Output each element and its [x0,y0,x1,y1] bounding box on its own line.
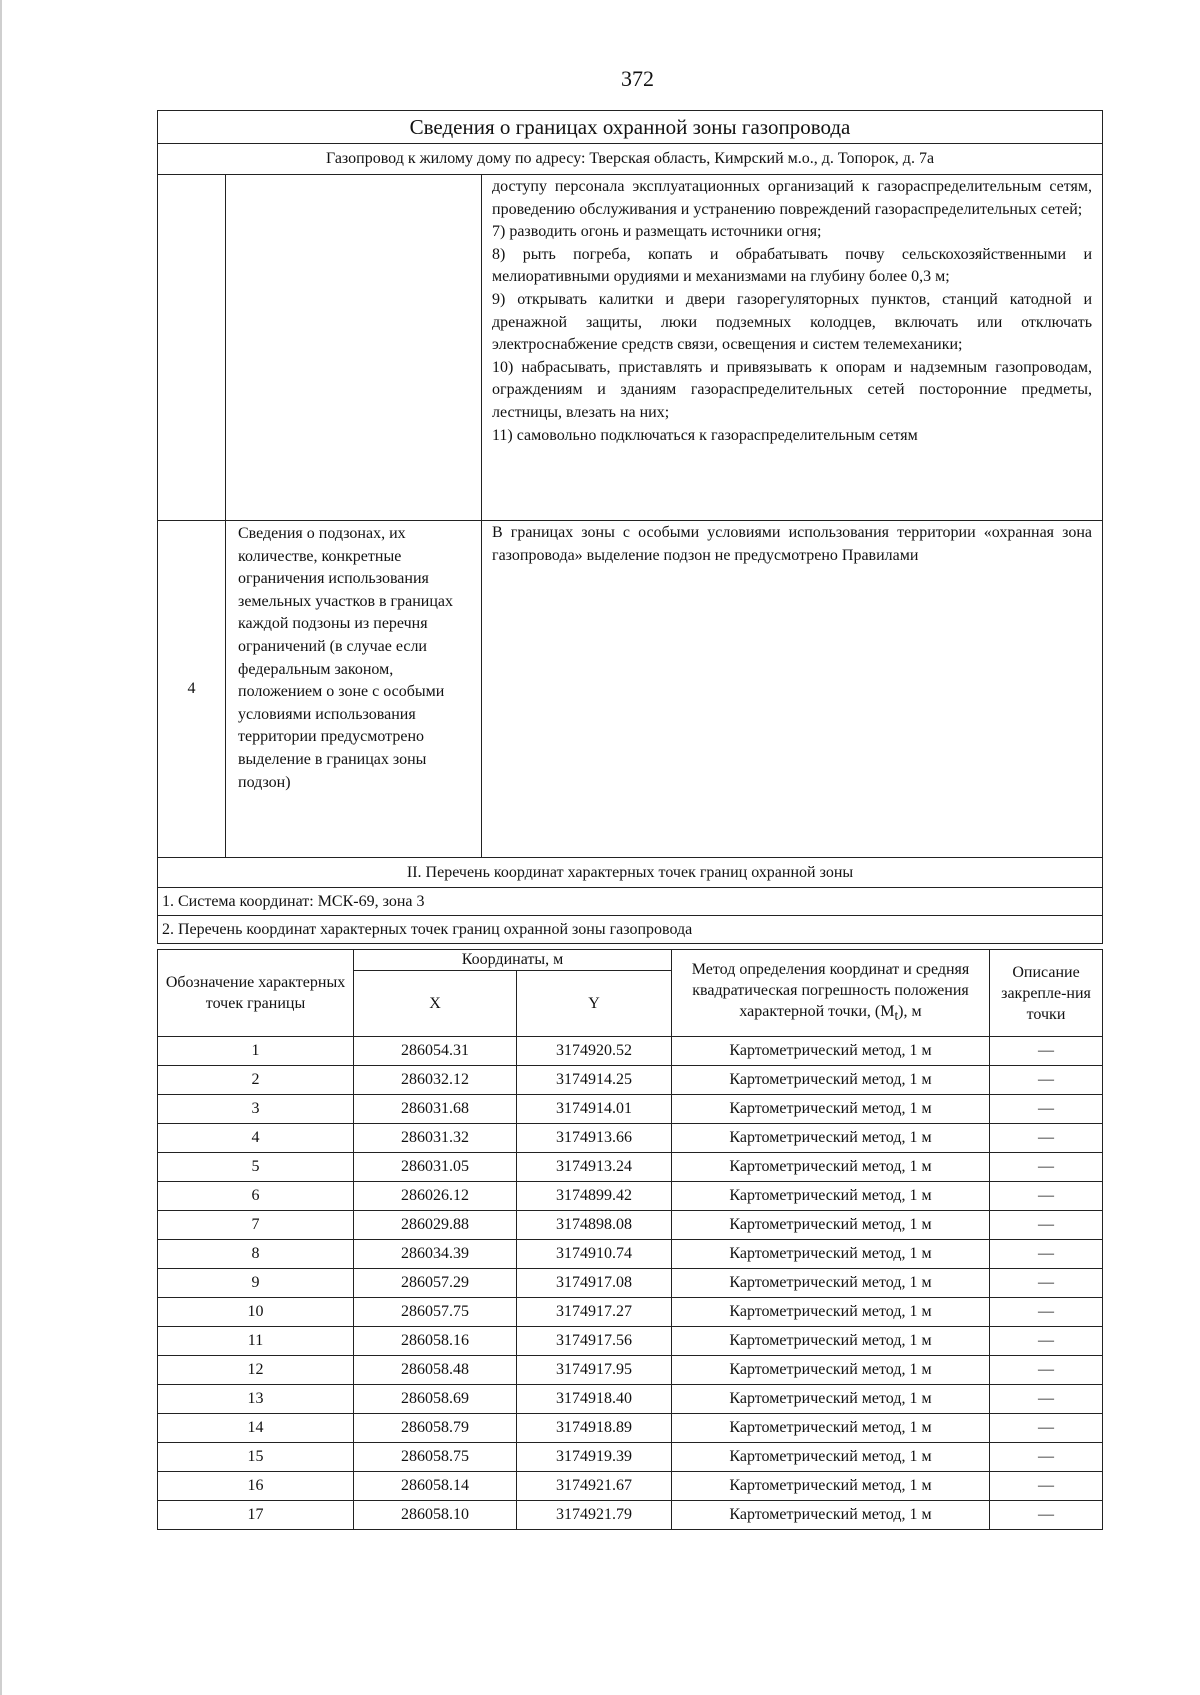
x-value: 286058.14 [354,1472,517,1501]
point-number: 1 [158,1037,354,1066]
description-value: — [990,1472,1103,1501]
y-value: 3174910.74 [517,1240,672,1269]
method-value: Картометрический метод, 1 м [672,1356,990,1385]
point-number: 5 [158,1153,354,1182]
empty-name-cell [226,175,482,521]
y-value: 3174917.56 [517,1327,672,1356]
point-number: 12 [158,1356,354,1385]
empty-number-cell [158,175,226,521]
y-value: 3174913.24 [517,1153,672,1182]
y-value: 3174913.66 [517,1124,672,1153]
description-value: — [990,1443,1103,1472]
y-value: 3174917.08 [517,1269,672,1298]
point-number: 15 [158,1443,354,1472]
y-value: 3174920.52 [517,1037,672,1066]
method-value: Картометрический метод, 1 м [672,1472,990,1501]
row-name: Сведения о подзонах, их количестве, конкретные ограничения использования земельных участков в границах каждой подзоны из перечня ограничений (в случае если федеральным законом, положением о зоне с особыми условиями использования территории предусмотрено выделение в границах зоны подзон) [226,521,482,858]
description-value: — [990,1037,1103,1066]
x-value: 286057.75 [354,1298,517,1327]
x-value: 286058.75 [354,1443,517,1472]
y-value: 3174917.95 [517,1356,672,1385]
description-value: — [990,1211,1103,1240]
method-value: Картометрический метод, 1 м [672,1501,990,1530]
x-value: 286031.68 [354,1095,517,1124]
table-row [158,1211,1103,1240]
description-value: — [990,1124,1103,1153]
description-value: — [990,1182,1103,1211]
method-value: Картометрический метод, 1 м [672,1414,990,1443]
method-value: Картометрический метод, 1 м [672,1124,990,1153]
point-number: 10 [158,1298,354,1327]
table-row [158,1240,1103,1269]
point-number: 13 [158,1385,354,1414]
point-number: 16 [158,1472,354,1501]
row-text: В границах зоны с особыми условиями использования территории «охранная зона газопровода» выделение подзон не предусмотрено Правилами [482,521,1103,858]
table-row [158,1269,1103,1298]
coordinates-table [157,949,1103,1530]
method-value: Картометрический метод, 1 м [672,1385,990,1414]
table-row [158,1037,1103,1066]
restriction-line: 7) разводить огонь и размещать источники огня; [492,223,822,241]
method-value: Картометрический метод, 1 м [672,1037,990,1066]
row-number: 4 [158,521,226,858]
header-y: Y [517,971,672,1037]
point-number: 14 [158,1414,354,1443]
method-value: Картометрический метод, 1 м [672,1240,990,1269]
y-value: 3174921.67 [517,1472,672,1501]
document-title: Сведения о границах охранной зоны газопровода [158,111,1103,144]
table-row [158,1066,1103,1095]
y-value: 3174917.27 [517,1298,672,1327]
description-value: — [990,1414,1103,1443]
x-value: 286031.32 [354,1124,517,1153]
restrictions-text-cell [482,175,1103,521]
description-value: — [990,1153,1103,1182]
header-point: Обозначение характерных точек границы [158,950,354,1037]
y-value: 3174899.42 [517,1182,672,1211]
coordinate-system: 1. Система координат: МСК-69, зона 3 [158,888,1103,916]
point-number: 17 [158,1501,354,1530]
coordinate-list-title: 2. Перечень координат характерных точек границ охранной зоны газопровода [158,916,1103,944]
y-value: 3174918.40 [517,1385,672,1414]
x-value: 286031.05 [354,1153,517,1182]
restriction-line: 8) рыть погреба, копать и обрабатывать почву сельскохозяйственными и мелиоративными орудиями и механизмами на глубину более 0,3 м; [492,245,1093,286]
point-number: 7 [158,1211,354,1240]
y-value: 3174918.89 [517,1414,672,1443]
method-value: Картометрический метод, 1 м [672,1298,990,1327]
description-value: — [990,1298,1103,1327]
table-row [158,1414,1103,1443]
x-value: 286058.69 [354,1385,517,1414]
x-value: 286029.88 [354,1211,517,1240]
x-value: 286058.16 [354,1327,517,1356]
header-method-text: Метод определения координат и средняя квадратическая погрешность положения характерной точки, (M [691,961,970,1021]
description-value: — [990,1356,1103,1385]
table-row [158,1501,1103,1530]
y-value: 3174921.79 [517,1501,672,1530]
method-value: Картометрический метод, 1 м [672,1443,990,1472]
method-value: Картометрический метод, 1 м [672,1211,990,1240]
y-value: 3174898.08 [517,1211,672,1240]
table-row [158,1443,1103,1472]
point-number: 6 [158,1182,354,1211]
point-number: 2 [158,1066,354,1095]
zone-info-table [157,110,1103,944]
x-value: 286057.29 [354,1269,517,1298]
point-number: 8 [158,1240,354,1269]
table-row [158,1327,1103,1356]
point-number: 11 [158,1327,354,1356]
point-number: 4 [158,1124,354,1153]
table-row [158,1095,1103,1124]
description-value: — [990,1240,1103,1269]
header-coordinates: Координаты, м [354,950,672,971]
description-value: — [990,1501,1103,1530]
description-value: — [990,1066,1103,1095]
y-value: 3174914.01 [517,1095,672,1124]
x-value: 286054.31 [354,1037,517,1066]
y-value: 3174914.25 [517,1066,672,1095]
description-value: — [990,1327,1103,1356]
table-row-4 [158,521,1103,858]
x-value: 286026.12 [354,1182,517,1211]
x-value: 286058.10 [354,1501,517,1530]
table-row [158,1472,1103,1501]
header-method [672,950,990,1037]
section-title: II. Перечень координат характерных точек границ охранной зоны [158,858,1103,888]
method-value: Картометрический метод, 1 м [672,1269,990,1298]
x-value: 286058.48 [354,1356,517,1385]
point-number: 3 [158,1095,354,1124]
x-value: 286058.79 [354,1414,517,1443]
method-value: Картометрический метод, 1 м [672,1182,990,1211]
header-description: Описание закрепле-ния точки [990,950,1103,1037]
method-value: Картометрический метод, 1 м [672,1153,990,1182]
document-subtitle: Газопровод к жилому дому по адресу: Тверская область, Кимрский м.о., д. Топорок, д. 7а [158,144,1103,175]
page-number: 372 [621,66,654,91]
header-method-subscript: t [894,1008,899,1024]
method-value: Картометрический метод, 1 м [672,1066,990,1095]
table-row-continued [158,175,1103,521]
table-row [158,1182,1103,1211]
point-number: 9 [158,1269,354,1298]
description-value: — [990,1385,1103,1414]
table-row [158,1356,1103,1385]
x-value: 286034.39 [354,1240,517,1269]
table-row [158,1385,1103,1414]
method-value: Картометрический метод, 1 м [672,1095,990,1124]
restriction-line: 11) самовольно подключаться к газораспределительным сетям [492,426,918,444]
restriction-line: доступу персонала эксплуатационных организаций к газораспределительным сетям, проведению обслуживания и устранению повреждений газораспределительных сетей; [492,178,1093,218]
restriction-line: 9) открывать калитки и двери газорегуляторных пунктов, станций катодной и дренажной защиты, люки подземных колодцев, включать или отключать электроснабжение средств связи, освещения и систем телемеханики; [492,290,1093,354]
table-row [158,1298,1103,1327]
description-value: — [990,1269,1103,1298]
description-value: — [990,1095,1103,1124]
header-x: X [354,971,517,1037]
x-value: 286032.12 [354,1066,517,1095]
restriction-line: 10) набрасывать, приставлять и привязывать к опорам и надземным газопроводам, ограждениям и зданиям газораспределительных сетей посторонние предметы, лестницы, влезать на них; [492,358,1093,421]
method-value: Картометрический метод, 1 м [672,1327,990,1356]
table-row [158,1153,1103,1182]
header-method-suffix: ), м [898,1003,922,1021]
y-value: 3174919.39 [517,1443,672,1472]
table-row [158,1124,1103,1153]
